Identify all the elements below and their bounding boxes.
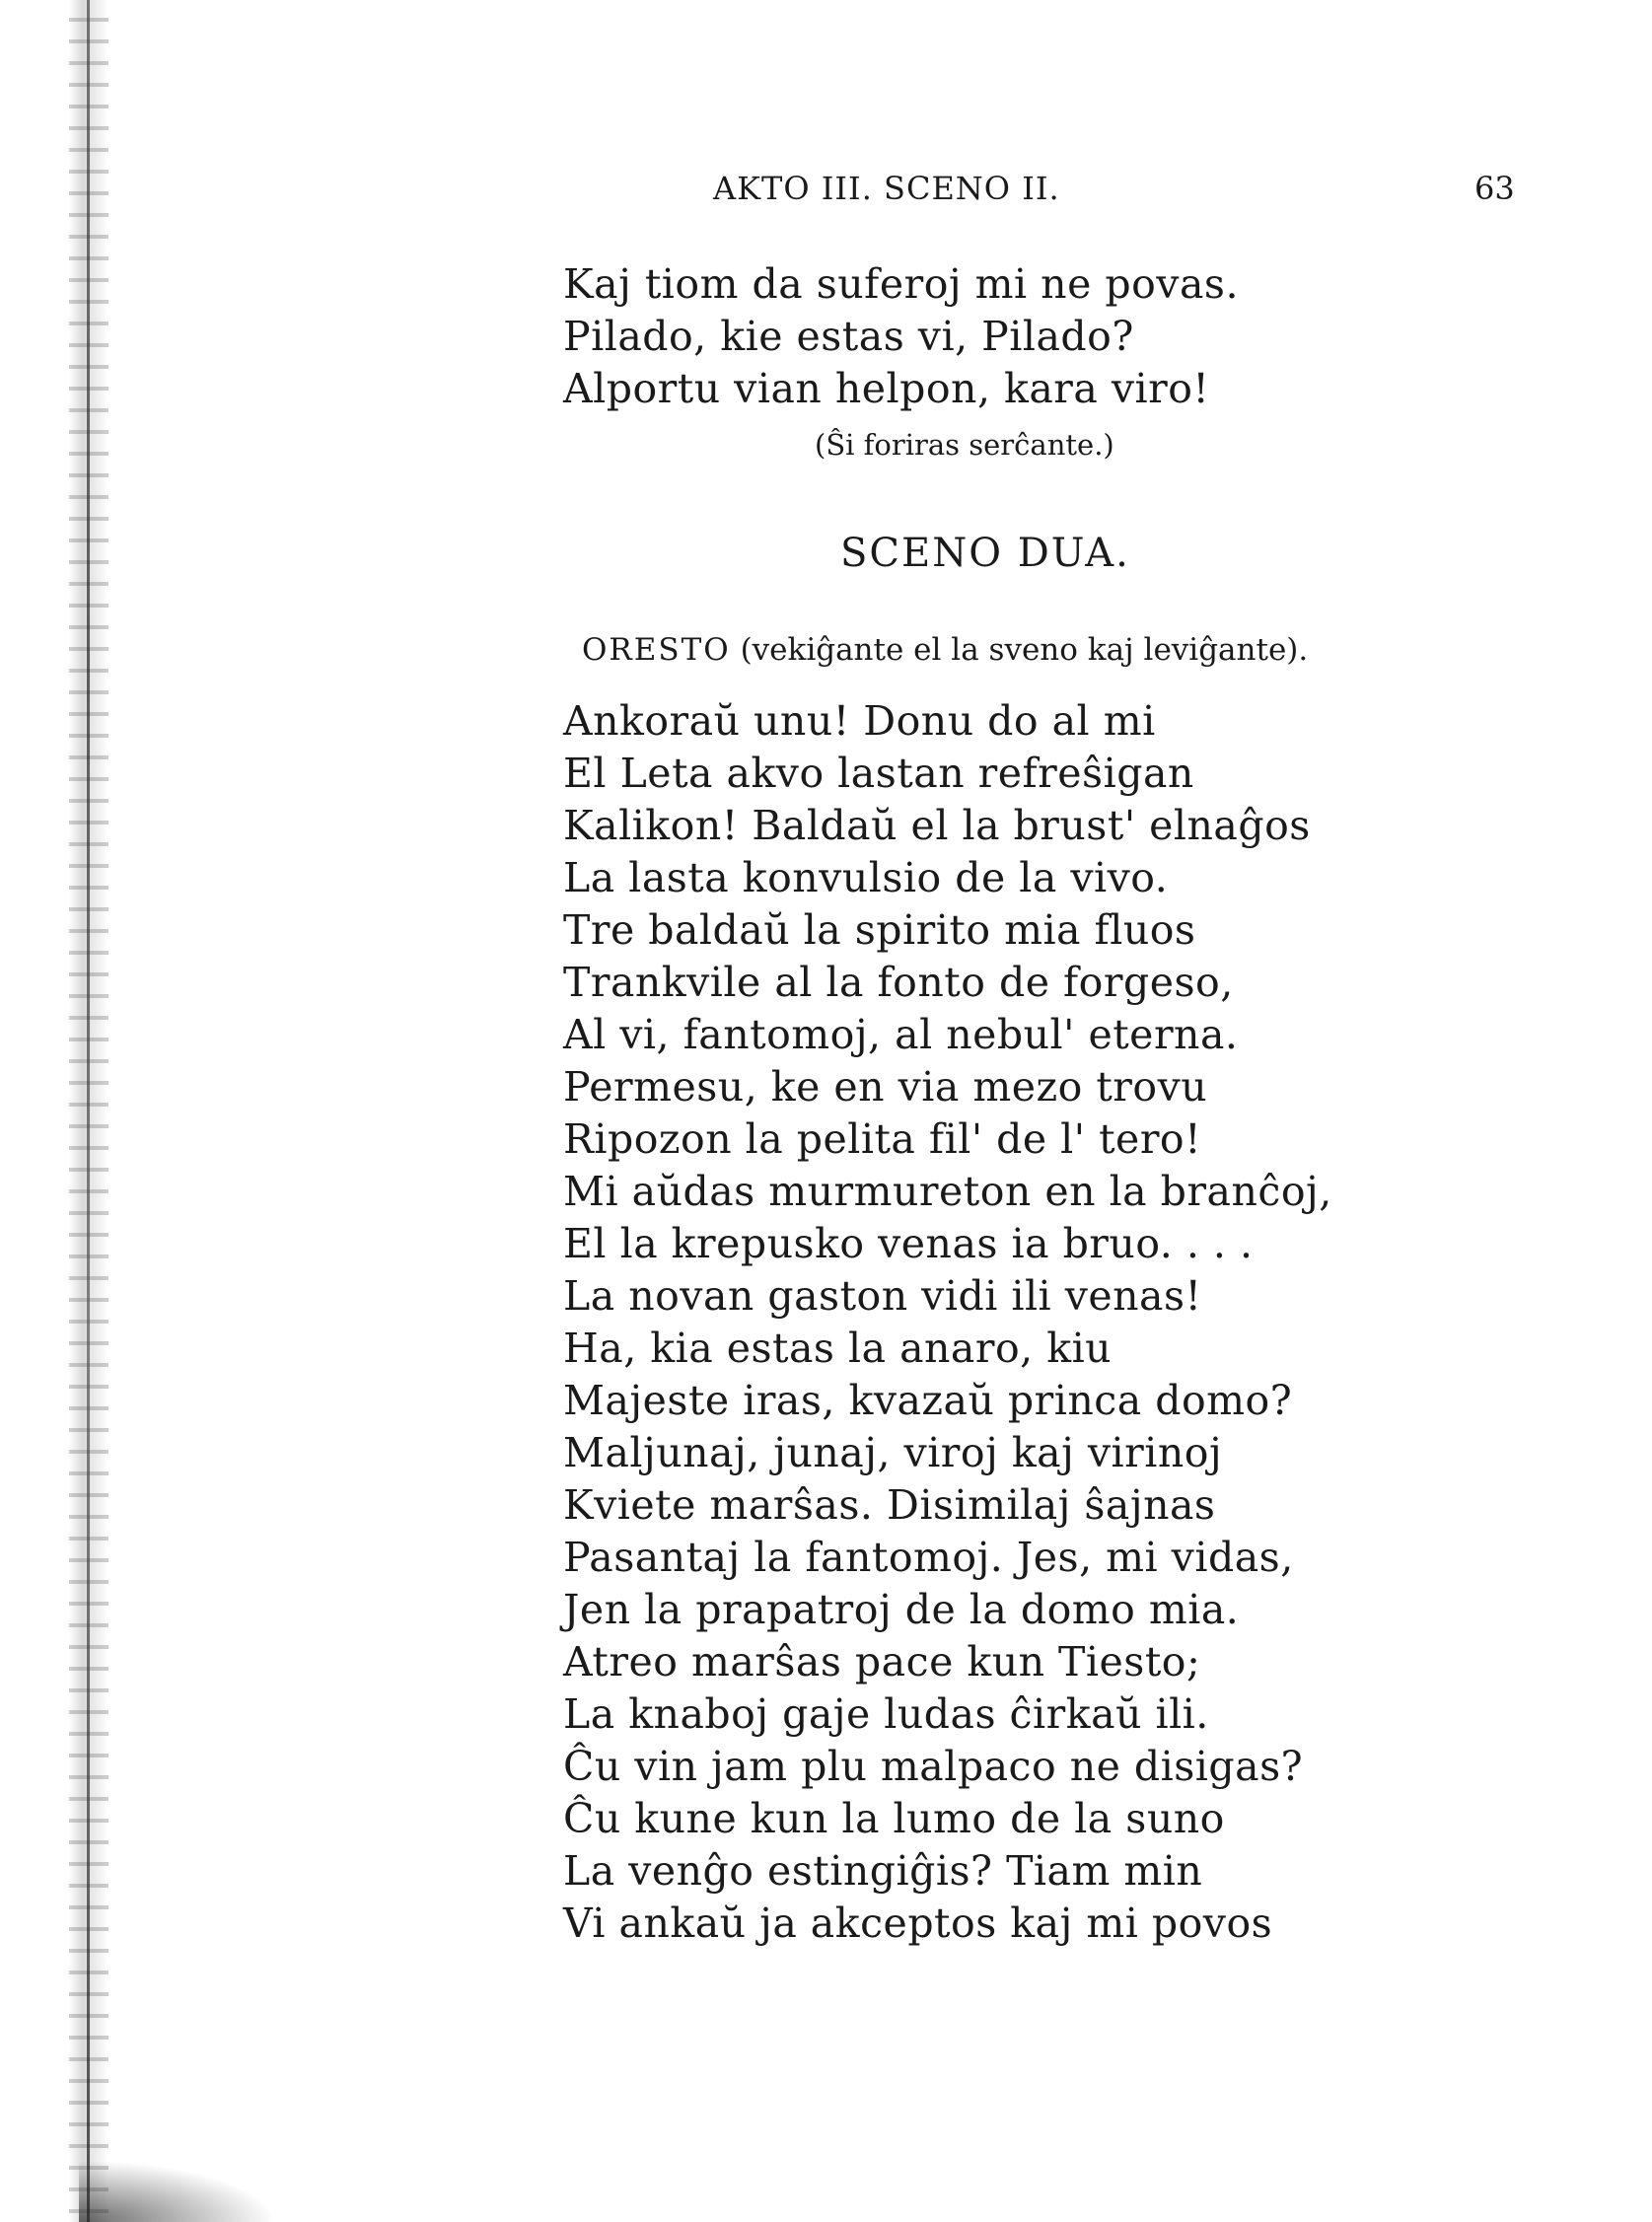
scene-heading: SCENO DUA.: [840, 531, 1130, 576]
verse-line: Ĉu kune kun la lumo de la suno: [563, 1795, 1225, 1842]
verse-line: Pasantaj la fantomoj. Jes, mi vidas,: [563, 1534, 1294, 1581]
verse-line: Atreo marŝas pace kun Tiesto;: [563, 1638, 1201, 1685]
verse-block-main: [563, 695, 1332, 1950]
verse-line: La novan gaston vidi ili venas!: [563, 1272, 1202, 1320]
speaker-stage-direction: (vekiĝante el la sveno kaj leviĝante).: [740, 632, 1309, 668]
verse-line: Kviete marŝas. Disimilaj ŝajnas: [563, 1481, 1216, 1529]
verse-line: Kaj tiom da suferoj mi ne povas.: [563, 260, 1239, 308]
verse-line: Kalikon! Baldaŭ el la brust' elnaĝos: [563, 802, 1311, 849]
verse-line: Vi ankaŭ ja akceptos kaj mi povos: [563, 1899, 1273, 1947]
verse-line: Pilado, kie estas vi, Pilado?: [563, 313, 1134, 360]
stage-direction-exit: (Ŝi foriras serĉante.): [815, 428, 1114, 462]
verse-line: Permesu, ke en via mezo trovu: [563, 1063, 1208, 1111]
verse-line: Al vi, fantomoj, al nebul' eterna.: [563, 1011, 1239, 1058]
verse-line: Mi aŭdas murmureton en la branĉoj,: [563, 1168, 1332, 1215]
verse-line: Tre baldaŭ la spirito mia fluos: [563, 906, 1196, 954]
verse-line: Ĉu vin jam plu malpaco ne disigas?: [563, 1743, 1304, 1790]
running-title: AKTO III. SCENO II.: [713, 170, 1060, 207]
verse-block-top: [563, 258, 1239, 415]
binding-shadow-line: [87, 0, 90, 2222]
verse-line: Ankoraŭ unu! Donu do al mi: [563, 697, 1156, 745]
page-number: 63: [1474, 170, 1515, 207]
verse-line: Maljunaj, junaj, viroj kaj virinoj: [563, 1429, 1223, 1476]
verse-line: Ha, kia estas la anaro, kiu: [563, 1325, 1113, 1372]
verse-line: La lasta konvulsio de la vivo.: [563, 854, 1169, 901]
running-head: [0, 170, 1652, 219]
speaker-name: ORESTO: [582, 632, 731, 668]
verse-line: La knaboj gaje ludas ĉirkaŭ ili.: [563, 1690, 1209, 1738]
verse-line: El la krepusko venas ia bruo. . . .: [563, 1220, 1254, 1267]
verse-line: El Leta akvo lastan refreŝigan: [563, 750, 1194, 797]
verse-line: Majeste iras, kvazaŭ princa domo?: [563, 1377, 1293, 1424]
verse-line: Ripozon la pelita fil' de l' tero!: [563, 1115, 1202, 1163]
binding-corner-shadow: [79, 2160, 276, 2222]
verse-line: Alportu vian helpon, kara viro!: [563, 365, 1210, 412]
speaker-line: [582, 632, 1308, 668]
verse-line: Jen la prapatroj de la domo mia.: [563, 1586, 1240, 1633]
verse-line: Trankvile al la fonto de forgeso,: [563, 959, 1234, 1006]
verse-line: La venĝo estingiĝis? Tiam min: [563, 1847, 1203, 1895]
